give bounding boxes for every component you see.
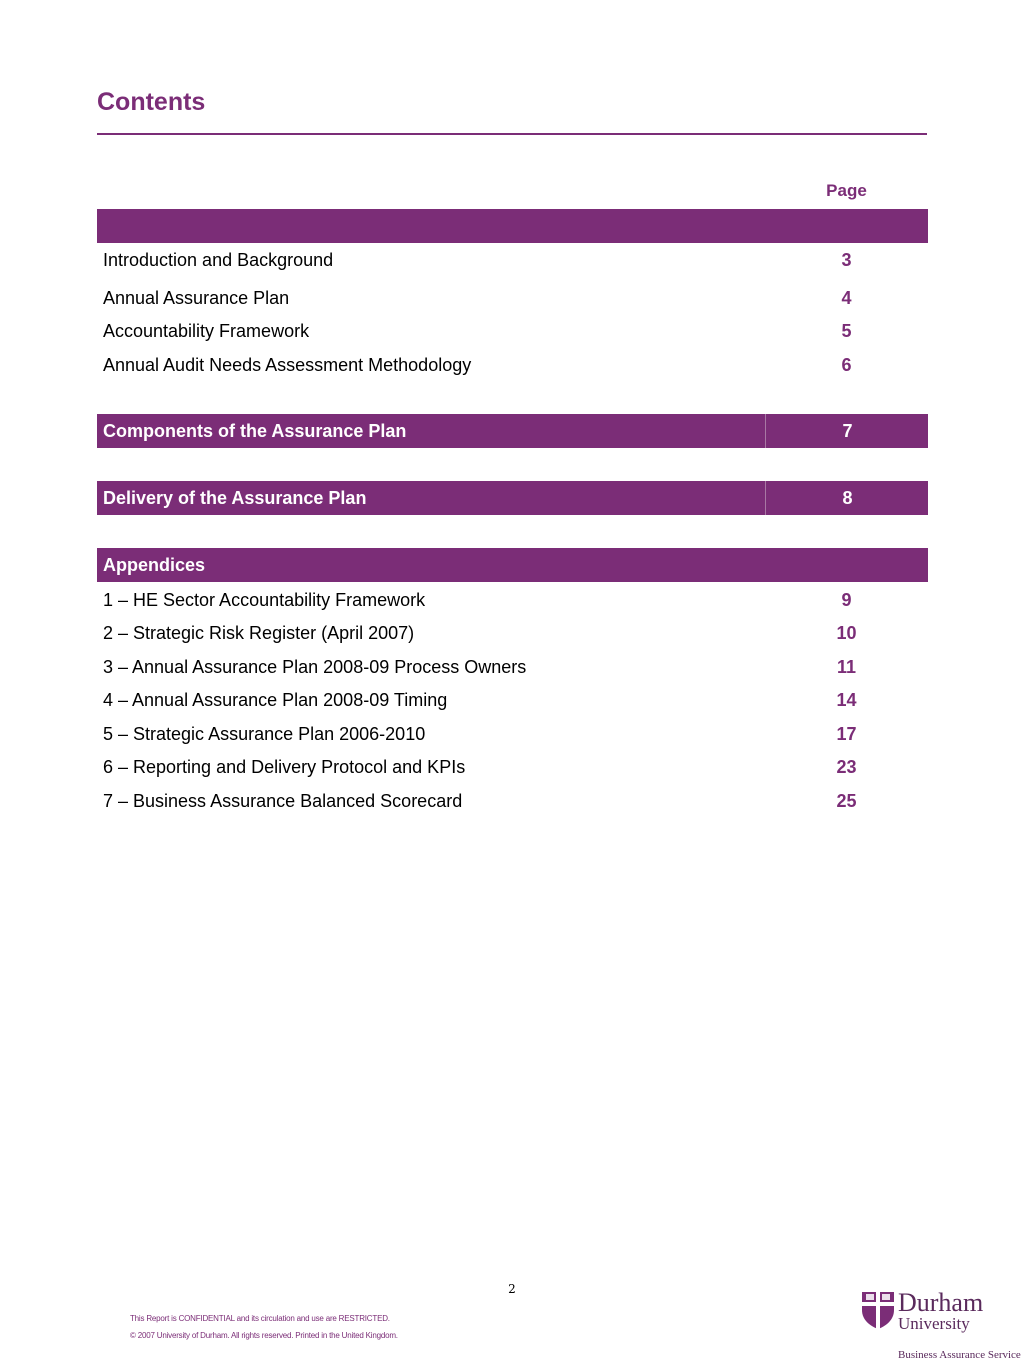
toc-row-page: 6 [841, 355, 852, 375]
appendix-row-page: 11 [836, 657, 857, 677]
page-column-heading: Page [826, 181, 867, 200]
toc-row-page: 5 [841, 321, 852, 341]
toc-row[interactable] [97, 286, 928, 314]
appendix-row-page: 10 [836, 623, 857, 643]
appendix-row[interactable] [97, 789, 928, 817]
section-label: Delivery of the Assurance Plan [103, 488, 367, 508]
appendix-row-page: 17 [836, 724, 857, 744]
toc-row-label: Annual Assurance Plan [103, 288, 290, 308]
appendix-row[interactable] [97, 655, 928, 683]
appendix-row-page: 25 [836, 791, 857, 811]
title-rule [97, 133, 927, 135]
toc-row[interactable] [97, 353, 928, 381]
section-band-components[interactable] [97, 414, 928, 448]
logo-subname: University [898, 1314, 970, 1333]
appendix-row[interactable] [97, 688, 928, 716]
shield-crest-icon [860, 1290, 896, 1330]
section-page: 7 [765, 414, 929, 448]
appendix-row-label: 3 – Annual Assurance Plan 2008-09 Process Owners [103, 657, 527, 677]
appendix-row-label: 7 – Business Assurance Balanced Scorecard [103, 791, 463, 811]
appendix-row[interactable] [97, 722, 928, 750]
section-label: Appendices [103, 555, 206, 575]
toc-row-page: 4 [841, 288, 852, 308]
logo-name: Durham [898, 1288, 984, 1317]
toc-row[interactable] [97, 319, 928, 347]
appendix-row-label: 2 – Strategic Risk Register (April 2007) [103, 623, 415, 643]
toc-row-page: 3 [841, 250, 852, 270]
section-label: Components of the Assurance Plan [103, 421, 407, 441]
page-number: 2 [508, 1282, 516, 1296]
footer-copyright: © 2007 University of Durham. All rights reserved. Printed in the United Kingdom. [130, 1331, 398, 1340]
toc-row[interactable] [97, 248, 928, 276]
appendix-row-page: 23 [836, 757, 857, 777]
appendix-row-label: 1 – HE Sector Accountability Framework [103, 590, 426, 610]
appendix-row[interactable] [97, 755, 928, 783]
section-page: 8 [765, 481, 929, 515]
page-title: Contents [97, 88, 206, 116]
toc-row-label: Introduction and Background [103, 250, 334, 270]
header-band [97, 209, 928, 243]
section-band-delivery[interactable] [97, 481, 928, 515]
appendix-row-page: 14 [836, 690, 857, 710]
logo-service: Business Assurance Service [898, 1349, 1021, 1361]
footer-confidential: This Report is CONFIDENTIAL and its circulation and use are RESTRICTED. [130, 1314, 390, 1323]
appendix-row[interactable] [97, 588, 928, 616]
durham-logo [860, 1288, 1020, 1362]
toc-row-label: Accountability Framework [103, 321, 310, 341]
appendix-row-label: 6 – Reporting and Delivery Protocol and KPIs [103, 757, 466, 777]
toc-row-label: Annual Audit Needs Assessment Methodology [103, 355, 472, 375]
appendix-row-label: 5 – Strategic Assurance Plan 2006-2010 [103, 724, 426, 744]
appendix-row-page: 9 [841, 590, 852, 610]
appendix-row-label: 4 – Annual Assurance Plan 2008-09 Timing [103, 690, 448, 710]
section-band-appendices[interactable] [97, 548, 928, 582]
appendix-row[interactable] [97, 621, 928, 649]
